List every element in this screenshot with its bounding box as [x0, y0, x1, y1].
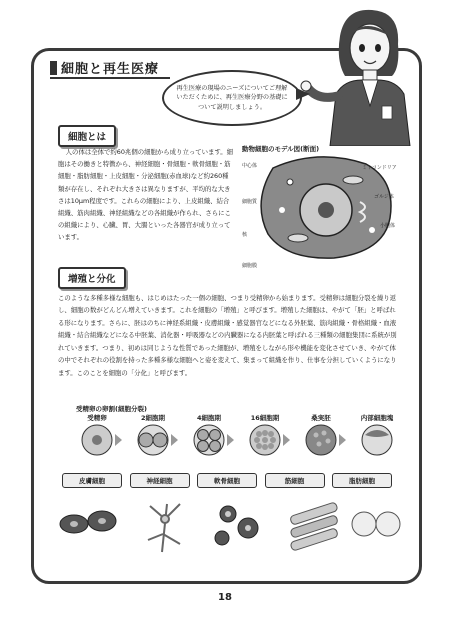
muscle-cells: [290, 502, 339, 551]
fat-cells: [352, 512, 400, 536]
label-cell-membrane: 細胞膜: [242, 263, 258, 269]
nerve-cell: [148, 504, 180, 552]
stage-label: 受精卵: [87, 414, 107, 422]
speech-bubble: 再生医療の現場のニーズについてご理解いただくために、再生医療分野の基礎について説明しましょう。: [162, 70, 302, 126]
section-body-proliferation: このような多種多様な細胞も、はじめはたった一個の細胞、つまり受精卵から始まります。受精卵は細胞分裂を繰り返し、細胞の数がどんどん増えていきます。これを細胞の「増殖」と呼びます。増殖した細胞は、やがて「胚」と呼ばれる形になります。さらに、胚はのちに神経系組織・皮膚組織・感覚器官などになる外胚葉、筋肉組織・骨格組織・血液組織・結合組織などになる中胚葉、消化器・呼吸器などの内臓器になる内胚葉と呼ばれる三種類の細胞集団に系統が別れていきます。つまり、初めは同じような性質であった細胞が、増殖をしながら形や機能を変化させていき、やがて体の中でそれぞれの役割を持った多種多様な細胞へと姿を変えて、集まって組織を作り、仕事を分担していくようになります。このことを細胞の「分化」と呼びます。: [58, 294, 397, 377]
cleavage-stages-illustration: [72, 423, 402, 457]
arrow-icon: [283, 434, 290, 446]
stage-zygote: [82, 425, 112, 455]
cartilage-cells: [215, 506, 258, 545]
speech-bubble-tail: [296, 88, 310, 100]
stage-morula: [306, 425, 336, 455]
title-underline: [50, 77, 170, 79]
animal-cell-diagram: [238, 140, 408, 265]
skin-cells: [60, 511, 116, 533]
cell-type-label: 神経細胞: [130, 473, 190, 488]
cell-type-label: 脂肪細胞: [332, 473, 392, 488]
cell-type-label: 軟骨細胞: [197, 473, 257, 488]
label-mitochondria: ミトコンドリア: [362, 165, 397, 171]
stage-inner-cell-mass: [362, 425, 392, 455]
stages-title: 受精卵の卵割(細胞分裂): [76, 405, 147, 413]
cell-type-label: 皮膚細胞: [62, 473, 122, 488]
page-title: 細胞と再生医療: [61, 62, 160, 77]
page-number: 18: [218, 592, 232, 603]
section-body-cells: 人の体は全体で約60兆個の細胞から成り立っています。細胞はその働きと特徴から、神経細胞・骨細胞・軟骨細胞・筋細胞・脂肪細胞・上皮細胞・分泌細胞(赤血球)など約260種類が存在し、それぞれ大きさは異なりますが、平均的な大きさは10μm程度です。これらの細胞により、上皮組織、結合組織、筋肉組織、神経組織などの各組織が作られ、さらにこの組織により、心臓、胃、大腸といった各器官が成り立っています。: [58, 148, 234, 242]
stage-label: 桑実胚: [311, 414, 331, 422]
cell-type-labels: [62, 473, 392, 488]
arrow-icon: [339, 434, 346, 446]
arrow-icon: [115, 434, 122, 446]
presenter-illustration: [300, 6, 425, 146]
stage-label: 4細胞期: [196, 414, 222, 422]
stage-2-cell: [138, 425, 168, 455]
label-cytoplasm: 細胞質: [242, 199, 258, 205]
arrow-icon: [171, 434, 178, 446]
label-golgi: ゴルジ体: [374, 194, 394, 200]
cell-diagram-title: 動物細胞のモデル図(断面): [242, 145, 320, 153]
stage-label: 16細胞期: [250, 414, 280, 422]
stage-label: 内部細胞塊: [360, 414, 394, 422]
label-centrosome: 中心体: [242, 163, 258, 169]
arrow-icon: [227, 434, 234, 446]
stage-label: 2細胞期: [140, 414, 166, 422]
label-er: 小胞体: [380, 223, 396, 229]
cell-type-label: 筋細胞: [265, 473, 325, 488]
title-marker: [50, 61, 57, 75]
section-heading-proliferation: 増殖と分化: [58, 267, 126, 289]
section-heading-cells: 細胞とは: [58, 125, 116, 147]
cell-types-illustration: [52, 494, 402, 554]
stage-4-cell: [194, 425, 224, 455]
label-nucleus: 核: [242, 232, 248, 238]
title-bar: [50, 58, 159, 77]
stage-16-cell: [250, 425, 280, 455]
stage-labels: [72, 413, 402, 422]
